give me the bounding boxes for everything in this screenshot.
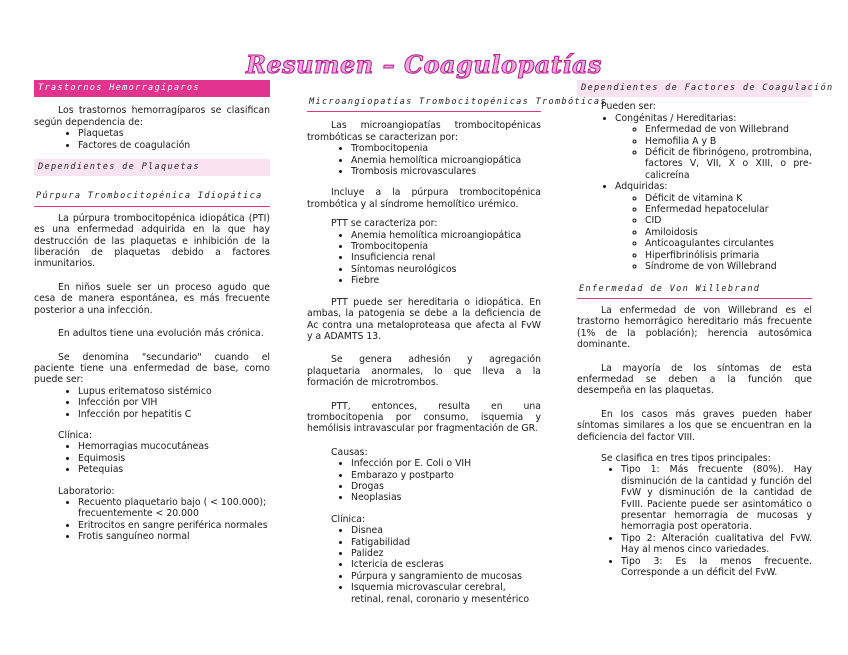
paragraph-adultos: En adultos tiene una evolución más crónica. bbox=[58, 328, 264, 340]
list-item: • Factores de coagulación bbox=[78, 140, 270, 151]
list-item: ◦ Síndrome de von Willebrand bbox=[645, 261, 812, 272]
list-item: • Embarazo y postparto bbox=[351, 470, 541, 481]
list-item: • Trombocitopenia bbox=[351, 241, 541, 252]
list-item: • Infección por E. Coli o VIH bbox=[351, 458, 541, 469]
page-title: Resumen – Coagulopatías bbox=[245, 50, 603, 79]
list-item: ◦ Hemofilia A y B bbox=[645, 136, 812, 147]
list-item: • Síntomas neurológicos bbox=[351, 264, 541, 275]
list-item: • Lupus eritematoso sistémico bbox=[78, 386, 270, 397]
list-micro bbox=[307, 143, 541, 177]
list-item: • Recuento plaquetario bajo ( < 100.000); frecuentemente < 20.000 bbox=[78, 497, 270, 520]
list-ptt bbox=[307, 230, 541, 287]
paragraph-agregacion: Se genera adhesión y agregación plaquetaria anormales, lo que lleva a la formación de microtrombos. bbox=[307, 354, 541, 389]
list-item: • Frotis sanguíneo normal bbox=[78, 531, 270, 542]
list-item: • Neoplasias bbox=[351, 492, 541, 503]
section-header-von-willebrand: Enfermedad de Von Willebrand bbox=[577, 281, 812, 299]
list-tipos-vw bbox=[577, 464, 812, 578]
list-item: ◦ Enfermedad de von Willebrand bbox=[645, 124, 812, 135]
paragraph-vw: La enfermedad de von Willebrand es el trastorno hemorrágico hereditario más frecuente (1% de la población); herencia autosómica dominante. bbox=[577, 304, 812, 351]
column-left bbox=[34, 80, 270, 543]
list-item: • Trombosis microvasculares bbox=[351, 166, 541, 177]
section-header-factores: Dependientes de Factores de Coagulación bbox=[577, 80, 812, 97]
list-causas bbox=[307, 458, 541, 504]
list-secundario bbox=[34, 386, 270, 420]
list-item: • Eritrocitos en sangre periférica normales bbox=[78, 520, 270, 531]
list-item: • Drogas bbox=[351, 481, 541, 492]
paragraph-mayoria: La mayoría de los síntomas de esta enfermedad se deben a la función que desempeña en las plaquetas. bbox=[577, 362, 812, 397]
column-right bbox=[577, 80, 834, 579]
paragraph-incluye: Incluye a la púrpura trombocitopénica trombótica y al síndrome hemolítico urémico. bbox=[307, 187, 541, 210]
list-tipos-origen bbox=[577, 113, 812, 273]
section-header-microangiopatias: Microangiopatías Trombocitopénicas Trombóticas bbox=[307, 94, 541, 112]
list-adquiridas bbox=[615, 193, 812, 273]
ptt-label: PTT se caracteriza por: bbox=[331, 218, 438, 230]
list-item: • Fatigabilidad bbox=[351, 537, 541, 548]
list-item: • Tipo 2: Alteración cualitativa del FvW. Hay al menos cinco variedades. bbox=[621, 533, 812, 556]
paragraph-pti: La púrpura trombocitopénica idiopática (PTI) es una enfermedad adquirida en la que hay destrucción de las plaquetas e inhibición de la liberación de plaquetas debido a factores inmunitarios. bbox=[34, 212, 270, 270]
list-item: • Infección por VIH bbox=[78, 397, 270, 408]
list-laboratorio bbox=[34, 497, 270, 543]
list-item: ◦ Amiloidosis bbox=[645, 227, 812, 238]
list-item: • Isquemia microvascular cerebral, retinal, renal, coronario y mesentérico bbox=[351, 582, 541, 605]
section-header-plaquetas: Dependientes de Plaquetas bbox=[34, 159, 270, 176]
list-item: • Trombocitopenia bbox=[351, 143, 541, 154]
list-item: • Anemia hemolítica microangiopática bbox=[351, 230, 541, 241]
congenitas-label: Congénitas / Hereditarias: bbox=[615, 112, 737, 124]
list-item: ◦ Enfermedad hepatocelular bbox=[645, 204, 812, 215]
paragraph-hereditaria: PTT puede ser hereditaria o idiopática. En ambas, la patogenia se debe a la deficiencia de Ac contra una metaloproteasa que afecta al FvW y a ADAMTS 13. bbox=[307, 296, 541, 342]
list-item: • Tipo 3: Es la menos frecuente. Corresponde a un déficit del FvW. bbox=[621, 556, 812, 579]
list-item: • Hemorragias mucocutáneas bbox=[78, 441, 270, 452]
paragraph-graves: En los casos más graves pueden haber síntomas similares a los que se encuentran en la deficiencia del factor VIII. bbox=[577, 408, 812, 443]
list-item: • Equimosis bbox=[78, 453, 270, 464]
paragraph-secundario: Se denomina "secundario" cuando el paciente tiene una enfermedad de base, como puede ser: bbox=[34, 351, 270, 386]
list-item: ◦ CID bbox=[645, 215, 812, 226]
section-header-pti: Púrpura Trombocitopénica Idiopática bbox=[34, 188, 270, 206]
list-item bbox=[615, 113, 812, 181]
laboratorio-label: Laboratorio: bbox=[58, 485, 115, 497]
list-item: • Disnea bbox=[351, 525, 541, 536]
list-item: • Púrpura y sangramiento de mucosas bbox=[351, 571, 541, 582]
list-clinica bbox=[34, 441, 270, 475]
list-item: • Tipo 1: Más frecuente (80%). Hay disminución de la cantidad y función del FvW y disminución de la cantidad de FvIII. Paciente puede ser asintomático o presentar hemorragia de mucosas y hemorragia post operatoria. bbox=[621, 464, 812, 532]
list-congenitas bbox=[615, 124, 812, 181]
list-item: • Infección por hepatitis C bbox=[78, 409, 270, 420]
list-item: • Petequias bbox=[78, 464, 270, 475]
list-item: • Fiebre bbox=[351, 275, 541, 286]
clinica-label: Clínica: bbox=[58, 429, 93, 441]
list-clinica2 bbox=[307, 525, 541, 605]
list-item: ◦ Déficit de vitamina K bbox=[645, 193, 812, 204]
paragraph-ninos: En niños suele ser un proceso agudo que cesa de manera espontánea, es más frecuente posterior a una infección. bbox=[34, 281, 270, 316]
section-header-trastornos: Trastornos Hemorragíparos bbox=[34, 80, 270, 97]
clinica2-label: Clínica: bbox=[331, 513, 366, 525]
paragraph-micro: Las microangiopatías trombocitopénicas trombóticas se caracterizan por: bbox=[307, 120, 541, 143]
list-item: ◦ Anticoagulantes circulantes bbox=[645, 238, 812, 249]
list-item: • Plaquetas bbox=[78, 128, 270, 139]
column-middle bbox=[307, 94, 607, 605]
list-item: • Insuficiencia renal bbox=[351, 252, 541, 263]
list-item bbox=[615, 181, 812, 272]
list-item: ◦ Hiperfibrinólisis primaria bbox=[645, 250, 812, 261]
list-item: • Ictericia de escleras bbox=[351, 559, 541, 570]
causas-label: Causas: bbox=[331, 446, 368, 458]
adquiridas-label: Adquiridas: bbox=[615, 181, 668, 193]
tipos-label: Se clasifica en tres tipos principales: bbox=[601, 452, 771, 464]
paragraph-entonces: PTT, entonces, resulta en una trombocitopenia por consumo, isquemia y hemólisis intravascular por fragmentación de GR. bbox=[307, 400, 541, 435]
list-item: • Anemia hemolítica microangiopática bbox=[351, 155, 541, 166]
list-item: ◦ Déficit de fibrinógeno, protrombina, factores V, VII, X o XIII, o pre-calicreína bbox=[645, 147, 812, 181]
pueden-label: Pueden ser: bbox=[601, 101, 656, 113]
paragraph-intro: Los trastornos hemorragíparos se clasifican según dependencia de: bbox=[34, 105, 270, 128]
list-intro bbox=[34, 128, 270, 151]
list-item: • Palidez bbox=[351, 548, 541, 559]
